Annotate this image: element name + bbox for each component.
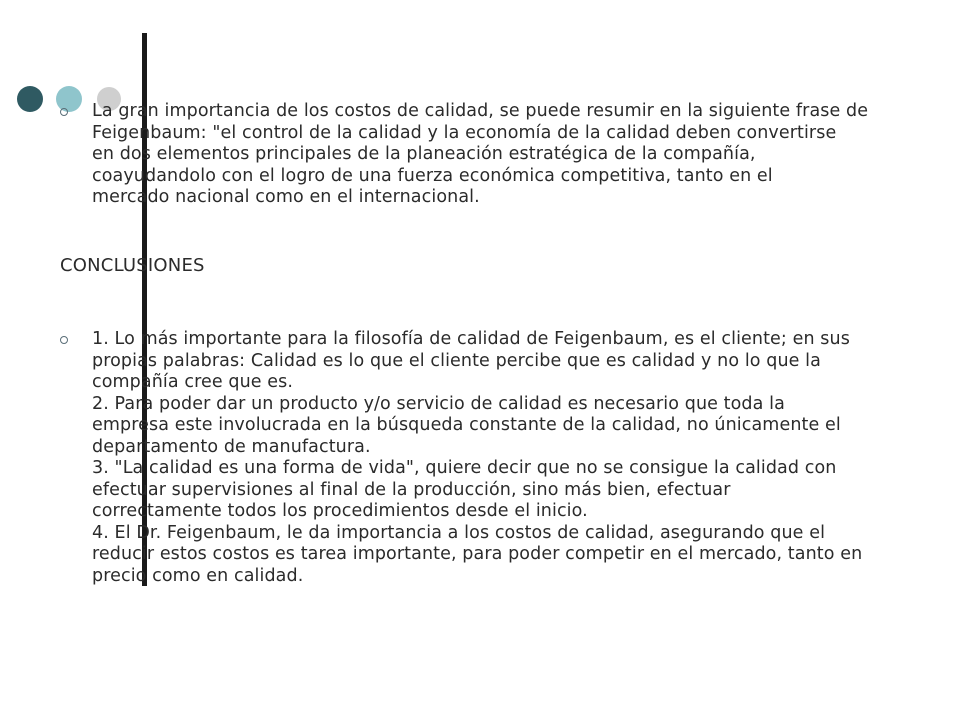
intro-paragraph bbox=[92, 101, 910, 209]
bullet-circle-icon bbox=[60, 336, 68, 344]
text-line: efectuar supervisiones al final de la producción, sino más bien, efectuar bbox=[92, 479, 731, 500]
conclusions-bullet bbox=[60, 329, 910, 587]
text-line: coayudandolo con el logro de una fuerza económica competitiva, tanto en el bbox=[92, 165, 773, 186]
text-line: en dos elementos principales de la planeación estratégica de la compañía, bbox=[92, 144, 756, 164]
conclusions-paragraph bbox=[92, 329, 910, 587]
text-line: mercado nacional como en el internacional. bbox=[92, 187, 480, 207]
text-line: empresa este involucrada en la búsqueda constante de la calidad, no únicamente el bbox=[92, 415, 841, 435]
bullet-circle-icon bbox=[60, 108, 68, 116]
text-line: correctamente todos los procedimientos desde el inicio. bbox=[92, 501, 588, 521]
text-line: 3. "La calidad es una forma de vida", quiere decir que no se consigue la calidad con bbox=[92, 458, 837, 478]
text-line: La gran importancia de los costos de calidad, se puede resumir en la siguiente frase de bbox=[92, 101, 869, 121]
text-line: departamento de manufactura. bbox=[92, 436, 371, 457]
text-line: Feigenbaum: "el control de la calidad y la economía de la calidad deben convertirse bbox=[92, 122, 837, 143]
section-heading: CONCLUSIONES bbox=[60, 255, 205, 276]
text-line: 2. Para poder dar un producto y/o servicio de calidad es necesario que toda la bbox=[92, 393, 785, 414]
intro-bullet bbox=[60, 101, 910, 209]
text-line: 4. El Dr. Feigenbaum, le da importancia a los costos de calidad, asegurando que el bbox=[92, 522, 826, 543]
decorative-dot-dark bbox=[17, 86, 43, 112]
text-line: reducir estos costos es tarea importante, para poder competir en el mercado, tanto en bbox=[92, 544, 863, 564]
text-line: compañía cree que es. bbox=[92, 372, 294, 392]
text-line: 1. Lo más importante para la filosofía de calidad de Feigenbaum, es el cliente; en sus bbox=[92, 329, 850, 349]
text-line: propias palabras: Calidad es lo que el cliente percibe que es calidad y no lo que la bbox=[92, 350, 821, 371]
text-line: precio como en calidad. bbox=[92, 565, 304, 586]
